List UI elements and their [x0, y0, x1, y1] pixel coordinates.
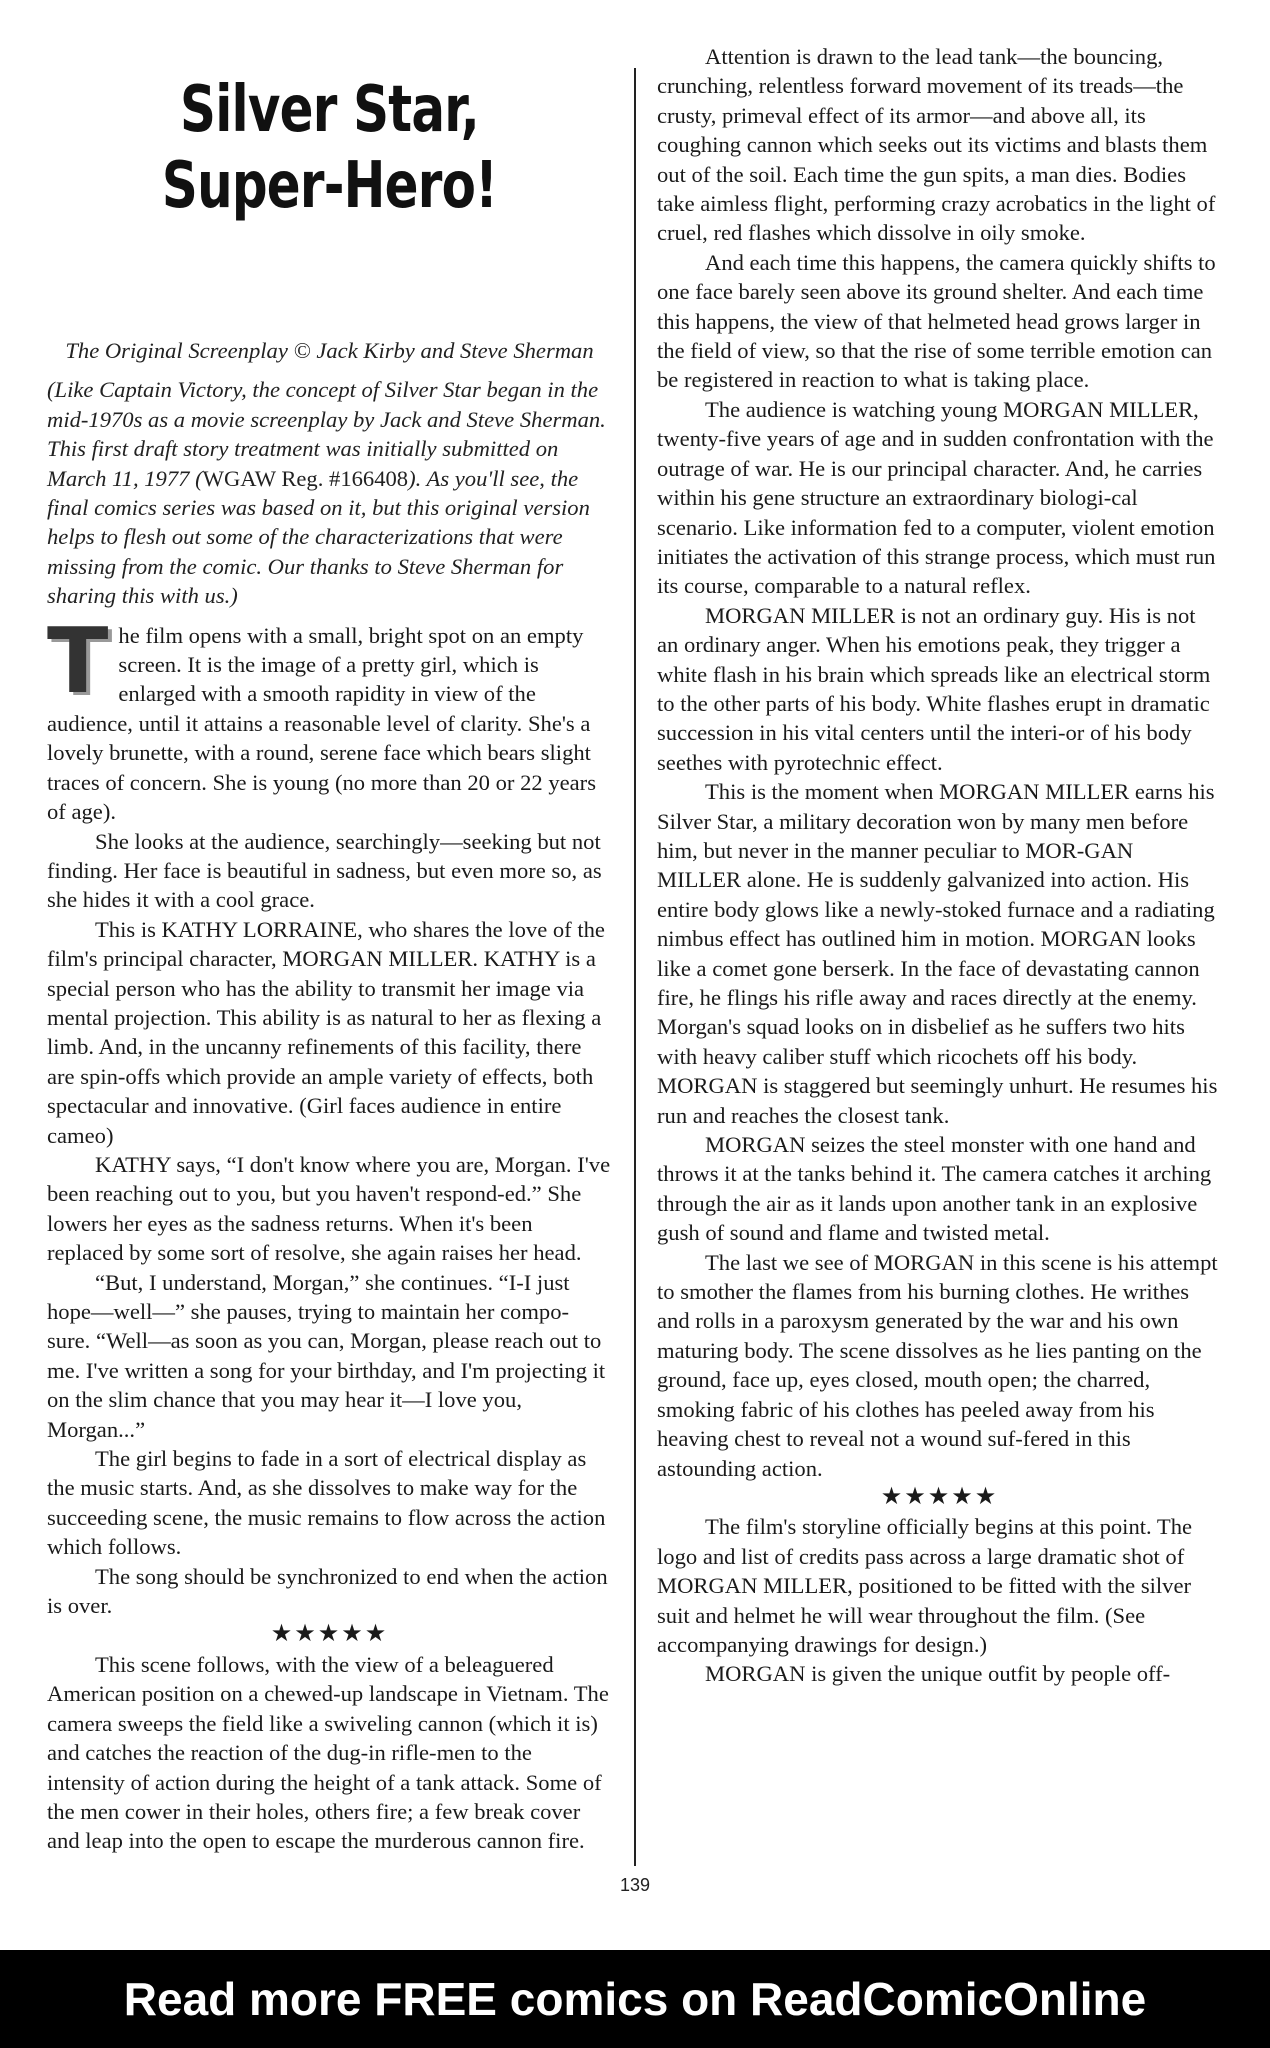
- paragraph: [47, 608, 612, 827]
- paragraph: The girl begins to fade in a sort of electrical display as the music starts. And, as she dissolves to make way for the succeeding scene, the music remains to flow across the action which follows.: [47, 1446, 606, 1560]
- paragraph: The song should be synchronized to end when the action is over.: [47, 1563, 608, 1619]
- section-break-stars: ★★★★★: [270, 1621, 389, 1648]
- editor-intro: [47, 375, 612, 610]
- paragraph: The last we see of MORGAN in this scene is his attempt to smother the flames from his burning clothes. He writhes and rolls in a paroxysm generated by the war and his own maturing body. The scene dissolves as he lies panting on the ground, face up, eyes closed, mouth open; the charred, smoking fabric of his clothes has peeled away from his heaving chest to reveal not a wound suf-fered in this astounding action.: [657, 1249, 1218, 1481]
- paragraph: MORGAN is given the unique outfit by people off-: [705, 1661, 1171, 1687]
- intro-text-1: (Like Captain Victory, the concept of Silver Star began in the mid-1970s as a movie screenplay by Jack and Steve Sherman. This first draft story treatment was initially submitted on March 11, 1977 (: [47, 377, 606, 491]
- left-column: [47, 0, 612, 1856]
- paragraph: The film's storyline officially begins at this point. The logo and list of credits pass across a large dramatic shot of MORGAN MILLER, positioned to be fitted with the silver suit and helmet he will wear throughout the film. (See accompanying drawings for design.): [657, 1514, 1193, 1657]
- paragraph: She looks at the audience, searchingly—seeking but not finding. Her face is beautiful in sadness, but even more so, as she hides it with a cool grace.: [47, 828, 602, 913]
- paragraph: Attention is drawn to the lead tank—the bouncing, crunching, relentless forward movement of its treads—the crusty, primeval effect of its armor—and above all, its coughing cannon which seeks out its victims and blasts them out of the soil. Each time the gun spits, a man dies. Bodies take aimless flight, performing crazy acrobatics in the light of cruel, red flashes which dissolve in oily smoke.: [657, 44, 1216, 246]
- paragraph: This is KATHY LORRAINE, who shares the love of the film's principal character, MORGAN MILLER. KATHY is a special person who has the ability to transmit her image via mental projection. This ability is as natural to her as flexing a limb. And, in the uncanny refinements of this facility, there are spin-offs which provide an ample variety of effects, both spectacular and innovative. (Girl faces audience in entire cameo): [47, 916, 605, 1148]
- title-line-1: Silver Star,: [180, 73, 479, 147]
- promo-banner[interactable]: Read more FREE comics on ReadComicOnline: [0, 1950, 1270, 2048]
- intro-text-2: ). As you'll see, the final comics series was based on it, but this original version helps to flesh out some of the characterizations that were missing from the comic. Our thanks to Steve Sherman for sharing this with us.): [47, 465, 590, 609]
- column-divider: [634, 68, 636, 1866]
- paragraph: KATHY says, “I don't know where you are, Morgan. I've been reaching out to you, but you haven't respond-ed.” She lowers her eyes as the sadness returns. When it's been replaced by some sort of resolve, she again raises her head.: [47, 1151, 611, 1266]
- section-break-stars: ★★★★★: [880, 1483, 999, 1510]
- paragraph: This is the moment when MORGAN MILLER earns his Silver Star, a military decoration won by many men before him, but never in the manner peculiar to MOR-GAN MILLER alone. He is suddenly galvanized into action. His entire body glows like a newly-stoked furnace and a radiating nimbus effect has outlined him in motion. MORGAN looks like a comet gone berserk. In the face of devastating cannon fire, he flings his rifle away and races directly at the enemy. Morgan's squad looks on in disbelief as he suffers two hits with heavy caliber stuff which ricochets off his body. MORGAN is staggered but seemingly unhurt. He resumes his run and reaches the closest tank.: [657, 779, 1218, 1128]
- paragraph: This scene follows, with the view of a beleaguered American position on a chewed-up landscape in Vietnam. The camera sweeps the field like a swiveling cannon (which it is) and catches the reaction of the dug-in rifle-men to the intensity of action during the height of a tank attack. Some of the men cower in their holes, others fire; a few break cover and leap into the open to escape the murderous cannon fire.: [47, 1651, 609, 1854]
- page-number: 139: [619, 1875, 651, 1895]
- title-line-2: Super-Hero!: [161, 149, 498, 223]
- article-title: [109, 72, 550, 224]
- right-column: [657, 42, 1222, 1689]
- intro-registration: WGAW Reg. #166408: [202, 465, 409, 491]
- screenplay-credit: The Original Screenplay © Jack Kirby and Steve Sherman: [65, 338, 594, 363]
- paragraph: MORGAN seizes the steel monster with one hand and throws it at the tanks behind it. The camera catches it arching through the air as it lands upon another tank in an explosive gush of sound and flame and twisted metal.: [657, 1132, 1212, 1246]
- paragraph-text: he film opens with a small, bright spot on an empty screen. It is the image of a pretty girl, which is enlarged with a smooth rapidity in view of the audience, until it attains a reasonable level of clarity. She's a lovely brunette, with a round, serene face which bears slight traces of concern. She is young (no more than 20 or 22 years of age).: [47, 622, 596, 825]
- paragraph: MORGAN MILLER is not an ordinary guy. His is not an ordinary anger. When his emotions peak, they trigger a white flash in his brain which spreads like an electrical storm to the other parts of his body. White flashes erupt in dramatic succession in his vital centers until the interi-or of his body seethes with pyrotechnic effect.: [657, 602, 1211, 775]
- paragraph: The audience is watching young MORGAN MILLER, twenty-five years of age and in sudden confrontation with the outrage of war. He is our principal character. And, he carries within his gene structure an extraordinary biologi-cal scenario. Like information fed to a computer, violent emotion initiates the activation of this strange process, which must run its course, comparable to a natural reflex.: [657, 396, 1216, 599]
- paragraph: “But, I understand, Morgan,” she continues. “I-I just hope—well—” she pauses, trying to maintain her compo-sure. “Well—as soon as you can, Morgan, please reach out to me. I've written a song for your birthday, and I'm projecting it on the slim chance that you may hear it—I love you, Morgan...”: [47, 1269, 606, 1442]
- paragraph: And each time this happens, the camera quickly shifts to one face barely seen above its ground shelter. And each time this happens, the view of that helmeted head grows larger in the field of view, so that the rise of some terrible emotion can be registered in reaction to what is taking place.: [657, 249, 1216, 393]
- drop-cap: T: [47, 608, 109, 714]
